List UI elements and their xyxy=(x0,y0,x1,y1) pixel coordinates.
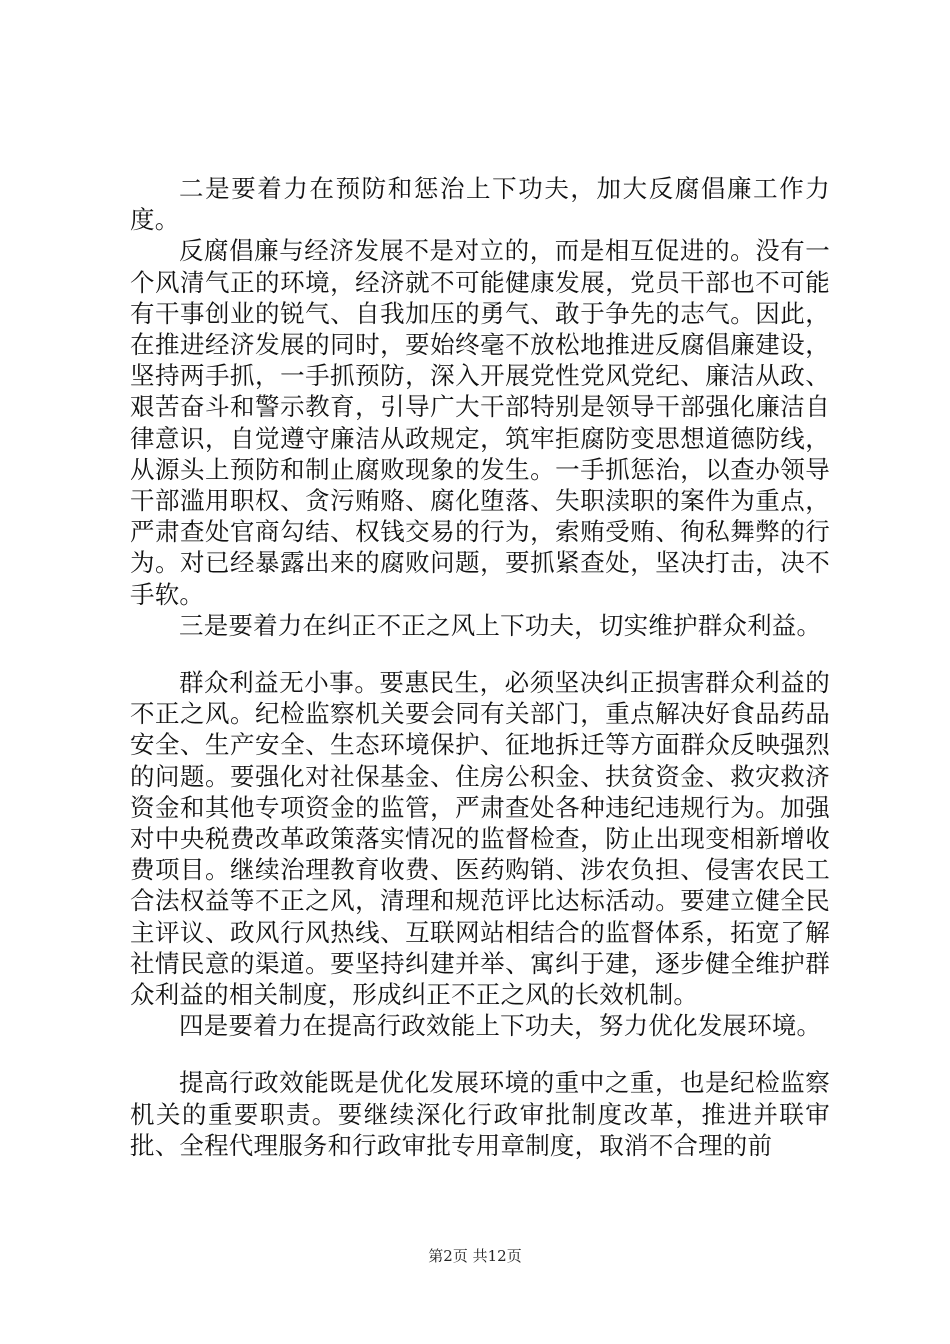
page-footer: 第2页 共12页 xyxy=(428,1247,522,1265)
body-paragraph-3: 提高行政效能既是优化发展环境的重中之重，也是纪检监察机关的重要职责。要继续深化行政审批制度改革，推进并联审批、全程代理服务和行政审批专用章制度，取消不合理的前 xyxy=(130,1068,830,1160)
section-heading-2: 二是要着力在预防和惩治上下功夫，加大反腐倡廉工作力度。 xyxy=(130,174,830,235)
section-heading-3: 三是要着力在纠正不正之风上下功夫，切实维护群众利益。 xyxy=(179,610,822,640)
section-heading-4: 四是要着力在提高行政效能上下功夫，努力优化发展环境。 xyxy=(179,1011,822,1041)
paragraph-spacer xyxy=(130,1041,830,1067)
body-paragraph-1: 反腐倡廉与经济发展不是对立的，而是相互促进的。没有一个风清气正的环境，经济就不可能健康发展，党员干部也不可能有干事创业的锐气、自我加压的勇气、敢于争先的志气。因此，在推进经济发展的同时，要始终毫不放松地推进反腐倡廉建设，坚持两手抓，一手抓预防，深入开展党性党风党纪、廉洁从政、艰苦奋斗和警示教育，引导广大干部特别是领导干部强化廉洁自律意识，自觉遵守廉洁从政规定，筑牢拒腐防变思想道德防线，从源头上预防和制止腐败现象的发生。一手抓惩治，以查办领导干部滥用职权、贪污贿赂、腐化堕落、失职渎职的案件为重点，严肃查处官商勾结、权钱交易的行为，索贿受贿、徇私舞弊的行为。对已经暴露出来的腐败问题，要抓紧查处，坚决打击，决不手软。 xyxy=(130,236,830,609)
body-paragraph-2: 群众利益无小事。要惠民生，必须坚决纠正损害群众利益的不正之风。纪检监察机关要会同有关部门，重点解决好食品药品安全、生产安全、生态环境保护、征地拆迁等方面群众反映强烈的问题。要强化对社保基金、住房公积金、扶贫资金、救灾救济资金和其他专项资金的监管，严肃查处各种违纪违规行为。加强对中央税费改革政策落实情况的监督检查，防止出现变相新增收费项目。继续治理教育收费、医药购销、涉农负担、侵害农民工合法权益等不正之风，清理和规范评比达标活动。要建立健全民主评议、政风行风热线、互联网站相结合的监督体系，拓宽了解社情民意的渠道。要坚持纠建并举、寓纠于建，逐步健全维护群众利益的相关制度，形成纠正不正之风的长效机制。 xyxy=(130,668,830,1010)
document-body xyxy=(130,173,830,1161)
paragraph-spacer xyxy=(130,641,830,667)
